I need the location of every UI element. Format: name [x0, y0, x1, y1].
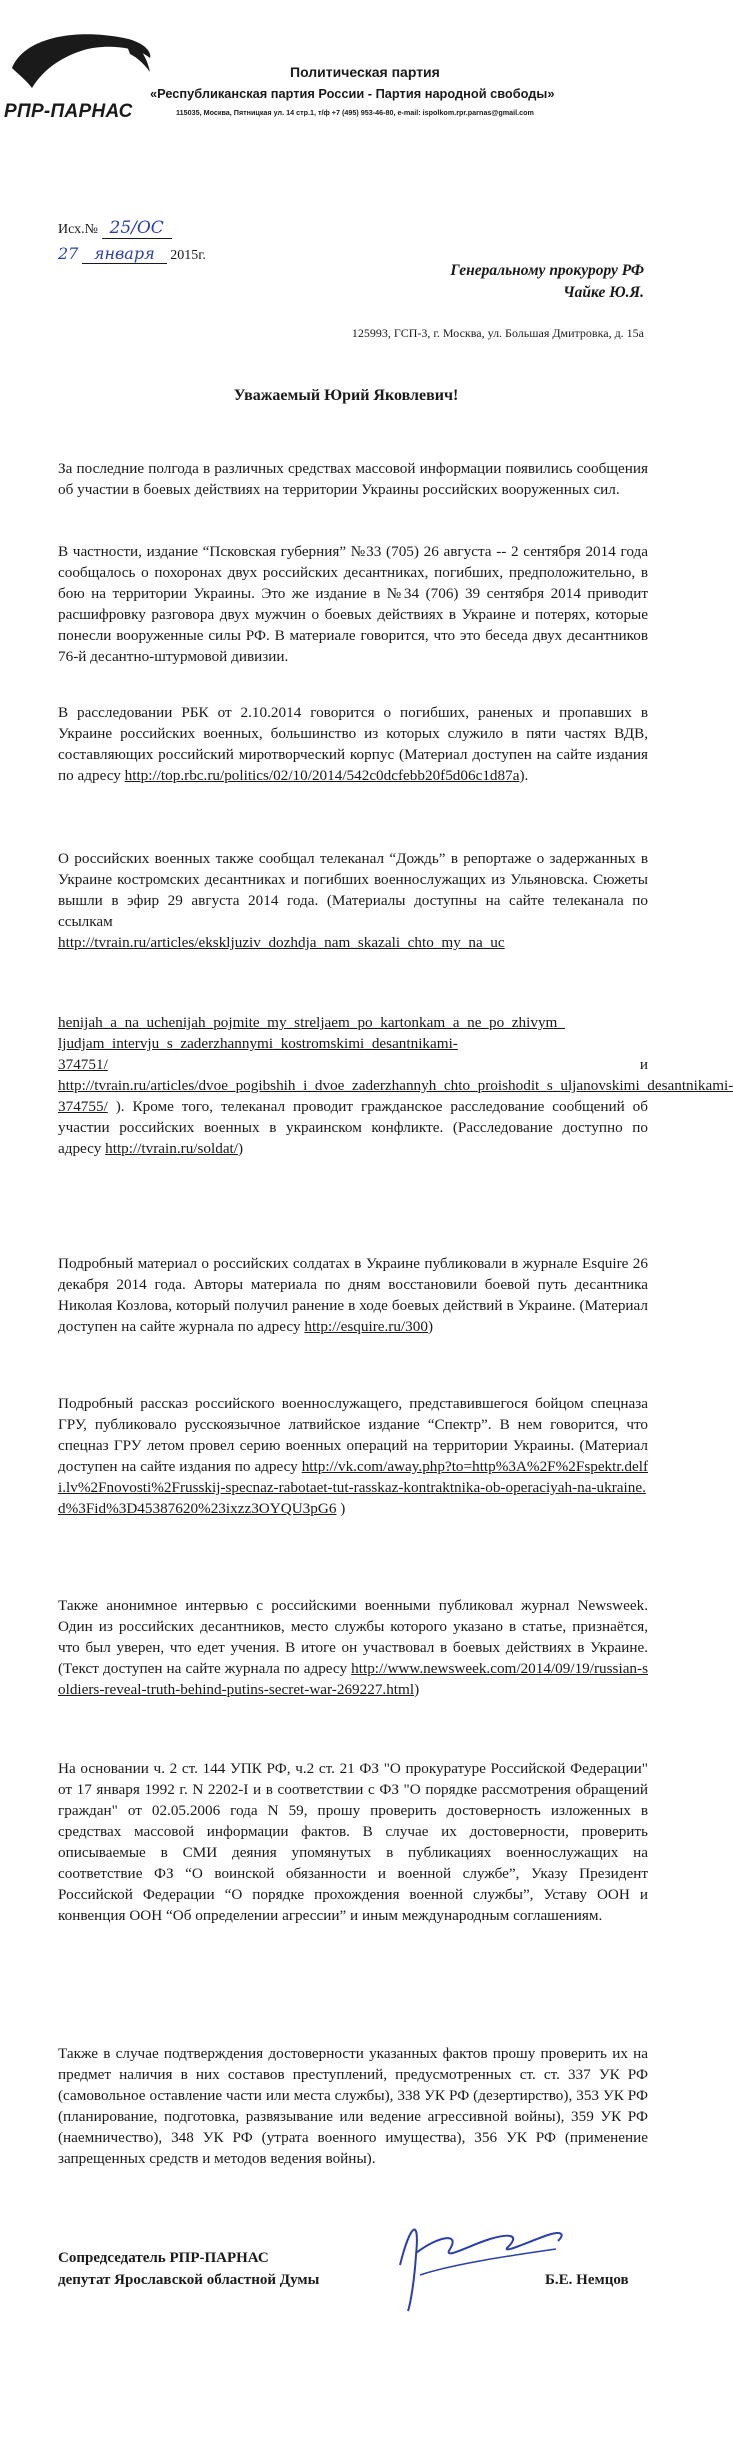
paragraph-6: Подробный рассказ российского военнослужащего, представившегося бойцом спецназа ГРУ, публиковало русскоязычное латвийское издание “Спектр”. В нем говорится, что спецназ ГРУ летом провел серию военных операций на территории Украины. (Материал доступен на сайте издания по адресу http://vk.com/away.php?to=http%3A%2F%2Fspektr.delfi.lv%2Fnovosti%2Frusskij-specnaz-rabotaet-tut-rasskaz-kontraktnika-ob-operaciyah-na-ukraine.d%3Fid%3D45387620%23ixzz3OYQU3pG6 ) [58, 1395, 649, 1517]
tvrain-link-2-part-2[interactable]: ishodit_s_uljanovskimi_desantnikami-374755/ [58, 1077, 733, 1115]
tvrain-link-1-part-3[interactable]: ljudjam_intervju_s_zaderzhannymi_kostromskimi_desantnikami- [58, 1035, 458, 1052]
paragraph-9: Также в случае подтверждения достоверности указанных фактов прошу проверить их на предмет наличия в них составов преступлений, предусмотренных ст. ст. 337 УК РФ (самовольное оставление части или места службы), 338 УК РФ (дезертирство), 353 УК РФ (планирование, подготовка, развязывание или ведение агрессивной войны), 359 УК РФ (наемничество), 348 УК РФ (утрата военного имущества), 356 УК РФ (применение запрещенных средств и методов ведения войны). [58, 2045, 648, 2167]
paragraph-8: На основании ч. 2 ст. 144 УПК РФ, ч.2 ст. 21 ФЗ "О прокуратуре Российской Федерации" от 17 января 1992 г. N 2202-I и в соответствии с ФЗ "О порядке рассмотрения обращений граждан" от 02.05.2006 года N 59, прошу проверить достоверность изложенных в средствах массовой информации фактов. В случае их достоверности, проверить описываемые в СМИ деяния упомянутых в публикациях военнослужащих на соответствие ФЗ “О воинской обязанности и военной службе”, Указу Президент Российской Федерации “О порядке прохождения военной службы”, Уставу ООН и конвенция ООН “Об определении агрессии” и иным международным соглашениям. [58, 1760, 648, 1924]
signatory-name: Б.Е. Немцов [545, 2272, 629, 2288]
party-name: «Республиканская партия России - Партия народной свободы» [150, 86, 555, 101]
paragraph-4-and: и [639, 1056, 648, 1073]
ref-number: 25/ОС [102, 218, 172, 239]
date-year: 2015г. [170, 248, 206, 263]
paragraph-3: В расследовании РБК от 2.10.2014 говорится о погибших, раненых и пропавших в Украине российских военных, большинство из которых служило в пяти частях ВДВ, составляющих российский миротворческий корпус (Материал доступен на сайте издания по адресу http://top.rbc.ru/politics/02/10/2014/542c0dcfebb20f5d06c1d87a). [58, 704, 648, 784]
party-label: Политическая партия [290, 64, 440, 80]
party-address: 115035, Москва, Пятницкая ул. 14 стр.1, т/ф +7 (495) 953-46-80, e-mail: ispolkom.rpr.parnas@gmail.com [176, 108, 534, 117]
tvrain-link-1-part-1[interactable]: http://tvrain.ru/articles/ekskljuziv_dozhdja_nam_skazali_chto_my_na_uc [58, 934, 505, 951]
logo-text: РПР-ПАРНАС [4, 101, 133, 122]
paragraph-1: За последние полгода в различных средствах массовой информации появились сообщения об участии в боевых действиях на территории Украины российских вооруженных сил. [58, 460, 648, 498]
paragraph-5-text: Подробный материал о российских солдатах в Украине публиковали в журнале Esquire 26 декабря 2014 года. Авторы материала по дням восстановили боевой путь десантника Николая Козлова, который получил ранение в ходе боевых действий в Украине. (Материал доступен на сайте журнала по адресу [58, 1255, 648, 1335]
tvrain-link-1-part-4[interactable]: 374751/ [58, 1056, 108, 1073]
paragraph-5: Подробный материал о российских солдатах в Украине публиковали в журнале Esquire 26 декабря 2014 года. Авторы материала по дням восстановили боевой путь десантника Николая Козлова, который получил ранение в ходе боевых действий в Украине. (Материал доступен на сайте журнала по адресу http://esquire.ru/300) [58, 1255, 648, 1335]
esquire-link[interactable]: http://esquire.ru/300 [304, 1318, 428, 1335]
addressee-line1: Генеральному прокурору РФ [450, 262, 644, 279]
paragraph-2: В частности, издание “Псковская губерния” №33 (705) 26 августа -- 2 сентября 2014 года сообщалось о похоронах двух российских десантниках, погибших, предположительно, в бою на территории Украины. Это же издание в №34 (706) 39 сентября 2014 приводит расшифровку разговора двух мужчин о боевых действиях в Украине и потерях, которые понесли вооруженные силы РФ. В материале говорится, что это беседа двух десантников 76-й десантно-штурмовой дивизии. [58, 543, 648, 665]
paragraph-4 [58, 848, 648, 953]
addressee-line2: Чайке Ю.Я. [563, 284, 644, 301]
paragraph-4-tail: ). Кроме того, телеканал проводит гражданское расследование сообщений об участии российских военных в украинском конфликте. (Расследование доступно по адресу [58, 1098, 648, 1157]
tvrain-link-1-part-2[interactable]: henijah_a_na_uchenijah_pojmite_my_streljaem_po_kartonkam_a_ne_po_zhivym_ [58, 1014, 565, 1031]
tvrain-link-2-part-1[interactable]: http://tvrain.ru/articles/dvoe_pogibshih_i_dvoe_zaderzhannyh_chto_pro [58, 1077, 498, 1094]
tvrain-soldat-link[interactable]: http://tvrain.ru/soldat/ [105, 1140, 239, 1157]
rbc-link[interactable]: http://top.rbc.ru/politics/02/10/2014/542c0dcfebb20f5d06c1d87a [124, 767, 520, 784]
paragraph-6-text: Подробный рассказ российского военнослужащего, представившегося бойцом спецназа ГРУ, публиковало русскоязычное латвийское издание “Спектр”. В нем говорится, что спецназ ГРУ летом провел серию военных операций на территории Украины. (Материал доступен на сайте издания по адресу [58, 1395, 648, 1475]
newsweek-link[interactable]: http://www.newsweek.com/2014/09/19/russian-soldiers-reveal-truth-behind-putins-secret-war-269227.html [58, 1660, 648, 1698]
addressee-address: 125993, ГСП-3, г. Москва, ул. Большая Дмитровка, д. 15а [351, 326, 644, 340]
paragraph-4-text: О российских военных также сообщал телеканал “Дождь” в репортаже о задержанных в Украине костромских десантниках и погибших военнослужащих из Ульяновска. Сюжеты вышли в эфир 29 августа 2014 года. (Материалы доступны на сайте телеканала по ссылкам [58, 850, 648, 930]
date-day: 27 [58, 244, 79, 263]
date-month: января [82, 244, 167, 264]
outgoing-date [58, 244, 206, 264]
bird-logo-icon [4, 28, 154, 98]
signatory-title-2: депутат Ярославской областной Думы [58, 2272, 320, 2288]
paragraph-3-text: В расследовании РБК от 2.10.2014 говорится о погибших, раненых и пропавших в Украине российских военных, большинство из которых служило в пяти частях ВДВ, составляющих российский миротворческий корпус (Материал доступен на сайте издания по адресу [58, 704, 648, 784]
salutation: Уважаемый Юрий Яковлевич! [233, 387, 459, 404]
outgoing-ref [58, 218, 172, 238]
paragraph-7: Также анонимное интервью с российскими военными публиковал журнал Newsweek. Один из российских десантников, место службы которого указано в статье, признаётся, что был уверен, что едет учения. В итоге он участвовал в боевых действиях в Украине. (Текст доступен на сайте журнала по адресу http://www.newsweek.com/2014/09/19/russian-soldiers-reveal-truth-behind-putins-secret-war-269227.html) [58, 1597, 648, 1698]
handwritten-signature [380, 2205, 580, 2315]
spektr-link[interactable]: http://vk.com/away.php?to=http%3A%2F%2Fspektr.delfi.lv%2Fnovosti%2Frusskij-specnaz-rabotaet-tut-rasskaz-kontraktnika-ob-operaciyah-na-ukraine.d%3Fid%3D45387620%23ixzz3OYQU3pG6 [58, 1458, 649, 1517]
ref-label: Исх.№ [58, 222, 98, 237]
party-logo [4, 28, 164, 122]
paragraph-4-continued: henijah_a_na_uchenijah_pojmite_my_streljaem_po_kartonkam_a_ne_po_zhivym_ ljudjam_intervju_s_zaderzhannymi_kostromskimi_desantnikami- 374751/ и http://tvrain.ru/articles/dvoe_pogibshih_i_dvoe_zaderzhannyh_chto_proishodit_s_uljanovskimi_desantnikami-374755/ ). Кроме того, телеканал проводит гражданское расследование сообщений об участии российских военных в украинском конфликте. (Расследование доступно по адресу http://tvrain.ru/soldat/) [58, 1014, 733, 1157]
signatory-title-1: Сопредседатель РПР-ПАРНАС [58, 2250, 269, 2266]
paragraph-7-text: Также анонимное интервью с российскими военными публиковал журнал Newsweek. Один из российских десантников, место службы которого указано в статье, признаётся, что был уверен, что едет учения. В итоге он участвовал в боевых действиях в Украине. (Текст доступен на сайте журнала по адресу [58, 1597, 648, 1677]
